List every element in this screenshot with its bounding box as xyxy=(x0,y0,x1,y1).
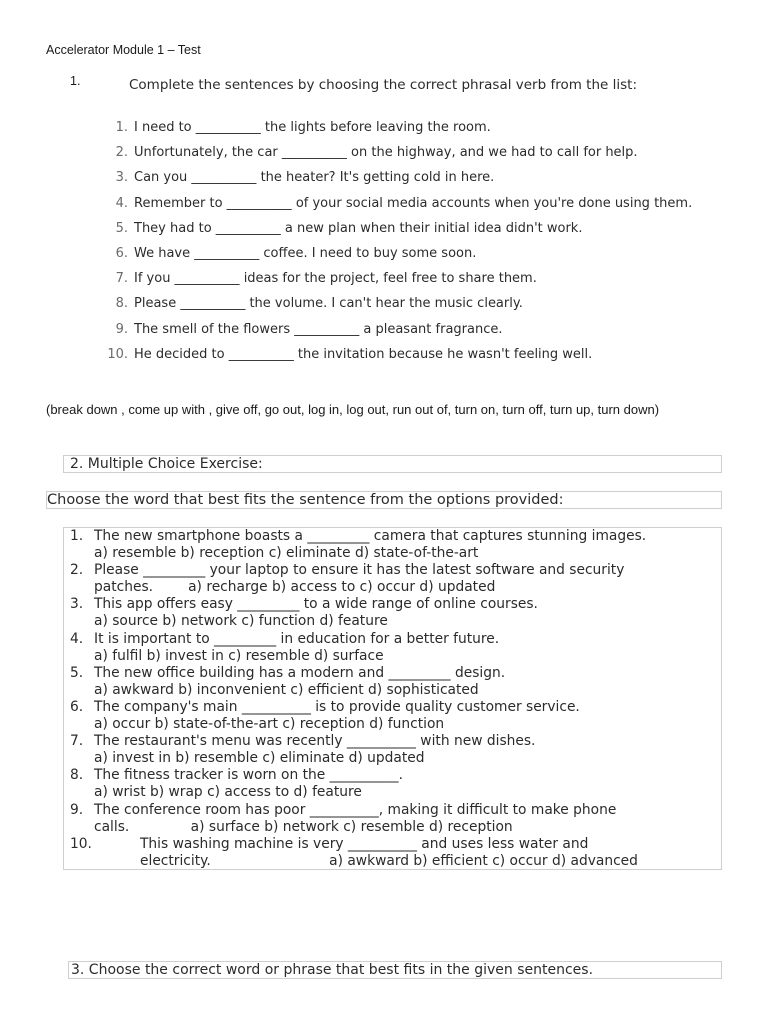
item-number: 3. xyxy=(70,596,84,613)
item-number: 2. xyxy=(115,145,128,161)
item-text: Remember to __________ of your social media accounts when you're done using them. xyxy=(134,195,693,211)
list-item xyxy=(100,347,740,372)
list-item xyxy=(70,562,721,596)
item-text: Unfortunately, the car __________ on the highway, and we had to call for help. xyxy=(134,145,638,161)
list-item xyxy=(100,120,740,145)
item-number: 1. xyxy=(70,528,84,544)
item-text: We have __________ coffee. I need to buy some soon. xyxy=(134,245,477,261)
item-text: The company's main __________ is to provide quality customer service. a) occur b) state-of-the-art c) reception d) function xyxy=(94,698,580,733)
item-number: 7. xyxy=(115,271,128,287)
item-text: He decided to __________ the invitation because he wasn't feeling well. xyxy=(134,346,593,362)
question-2-heading: 2. Multiple Choice Exercise: xyxy=(63,455,722,473)
item-number: 2. xyxy=(70,562,84,579)
list-item xyxy=(100,196,740,221)
item-number: 1. xyxy=(115,120,128,135)
list-item xyxy=(100,221,740,246)
item-number: 9. xyxy=(115,321,128,337)
question-3-heading: 3. Choose the correct word or phrase that best fits in the given sentences. xyxy=(68,961,722,979)
list-item xyxy=(100,246,740,271)
item-text: Please _________ your laptop to ensure it has the latest software and security patches. a) recharge b) access to c) occur d) updated xyxy=(94,562,625,596)
list-item xyxy=(70,802,721,836)
item-text: The conference room has poor __________, making it difficult to make phone calls. a) surface b) network c) resemble d) reception xyxy=(94,801,617,835)
page-title: Accelerator Module 1 – Test xyxy=(46,43,201,57)
question-1-number: 1. xyxy=(70,74,81,88)
item-number: 6. xyxy=(115,245,128,261)
item-number: 7. xyxy=(70,733,84,750)
list-item xyxy=(100,322,740,347)
list-item xyxy=(70,596,721,630)
item-text: The new office building has a modern and _________ design. a) awkward b) inconvenient c) efficient d) sophisticated xyxy=(94,664,506,698)
item-text: This app offers easy _________ to a wide range of online courses. a) source b) network c) function d) feature xyxy=(94,596,538,630)
list-item xyxy=(70,528,721,562)
list-item xyxy=(70,836,721,870)
item-number: 5. xyxy=(115,220,128,236)
question-2-list xyxy=(63,527,722,870)
item-text: If you __________ ideas for the project, feel free to share them. xyxy=(134,271,537,287)
list-item xyxy=(100,170,740,195)
item-number: 9. xyxy=(70,801,84,818)
question-1-list xyxy=(100,120,740,372)
list-item xyxy=(70,631,721,665)
item-text: This washing machine is very __________ and uses less water and electricity. a) awkward b) efficient c) occur d) advanced xyxy=(140,835,638,869)
list-item xyxy=(100,271,740,296)
item-number: 4. xyxy=(70,630,84,647)
item-text: It is important to _________ in education for a better future. a) fulfil b) invest in c) resemble d) surface xyxy=(94,630,500,664)
item-number: 4. xyxy=(115,195,128,211)
list-item xyxy=(70,767,721,801)
item-text: The restaurant's menu was recently __________ with new dishes. a) invest in b) resemble c) eliminate d) updated xyxy=(94,733,536,767)
list-item xyxy=(70,665,721,699)
item-number: 3. xyxy=(115,170,128,186)
word-bank: (break down , come up with , give off, go out, log in, log out, run out of, turn on, turn off, turn up, turn down) xyxy=(46,402,660,417)
item-number: 5. xyxy=(70,664,84,681)
list-item xyxy=(70,733,721,767)
question-1-title: Complete the sentences by choosing the correct phrasal verb from the list: xyxy=(129,77,637,93)
list-item xyxy=(70,699,721,733)
item-number: 10. xyxy=(70,835,92,852)
item-text: Can you __________ the heater? It's getting cold in here. xyxy=(134,170,495,186)
item-text: The new smartphone boasts a _________ camera that captures stunning images. a) resemble b) reception c) eliminate d) state-of-the-art xyxy=(94,528,647,562)
item-text: I need to __________ the lights before leaving the room. xyxy=(134,120,491,135)
item-number: 8. xyxy=(115,296,128,312)
list-item xyxy=(100,296,740,321)
item-text: The fitness tracker is worn on the __________. a) wrist b) wrap c) access to d) feature xyxy=(94,767,403,801)
item-number: 6. xyxy=(70,698,84,715)
item-number: 8. xyxy=(70,767,84,784)
item-text: They had to __________ a new plan when their initial idea didn't work. xyxy=(134,220,583,236)
item-text: The smell of the flowers __________ a pleasant fragrance. xyxy=(134,321,503,337)
item-number: 10. xyxy=(107,346,128,362)
item-text: Please __________ the volume. I can't hear the music clearly. xyxy=(134,296,523,312)
list-item xyxy=(100,145,740,170)
question-2-instruction: Choose the word that best fits the sentence from the options provided: xyxy=(46,491,722,509)
